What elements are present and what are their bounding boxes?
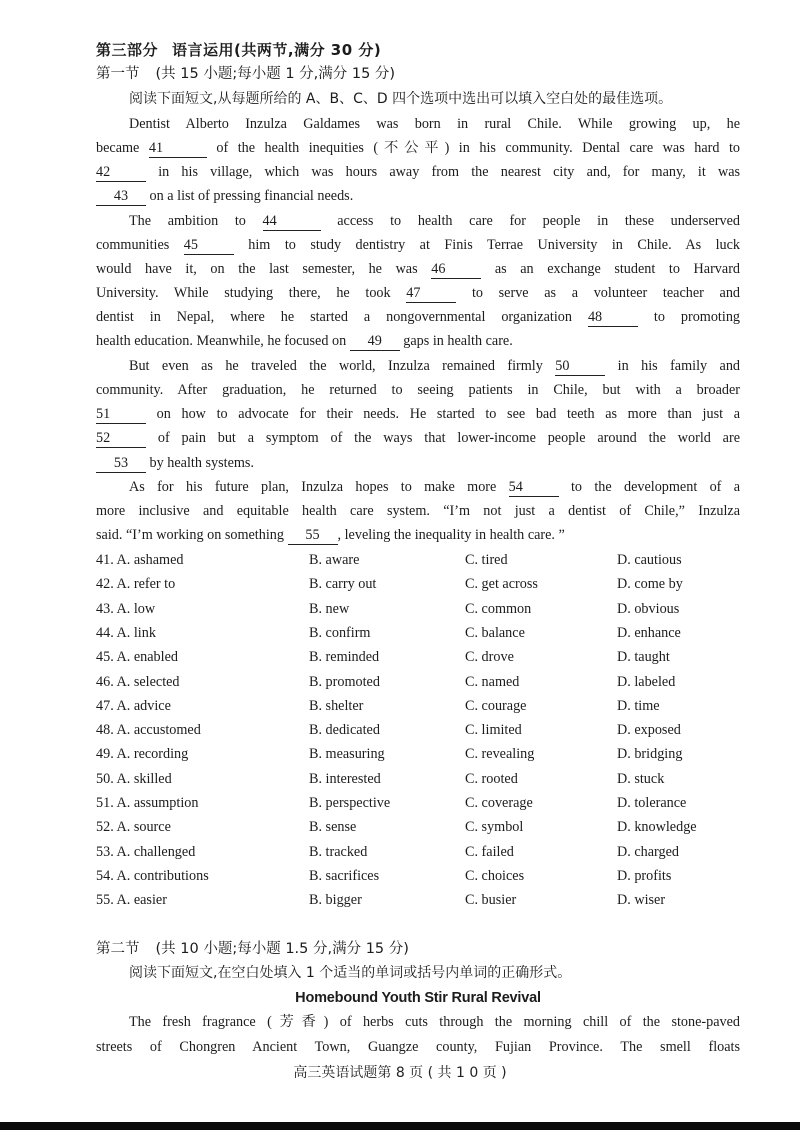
blank-54[interactable]: 54 — [509, 479, 559, 497]
passage-line: would have it, on the last semester, he was 46 as an exchange student to Harvard — [96, 261, 741, 277]
option-c[interactable]: C. named — [465, 673, 520, 690]
section1-instruction: 阅读下面短文,从每题所给的 A、B、C、D 四个选项中选出可以填入空白处的最佳选项。 — [129, 91, 673, 107]
option-b[interactable]: B. confirm — [309, 624, 371, 641]
passage-line: said. “I’m working on something 55 , leveling the inequality in health care. ” — [96, 527, 565, 543]
option-d[interactable]: D. exposed — [617, 722, 681, 739]
question-55 — [96, 890, 776, 912]
section2-title: 第二节 — [96, 941, 140, 957]
passage-line: became 41 of the health inequities (不公平) in his community. Dental care was hard to — [96, 140, 740, 156]
option-d[interactable]: D. stuck — [617, 770, 665, 787]
blank-42[interactable]: 42 — [96, 164, 146, 182]
option-b[interactable]: B. bigger — [309, 892, 362, 909]
passage-line: streets of Chongren Ancient Town, Guangze county, Fujian Province. The smell floats — [96, 1039, 740, 1055]
option-a[interactable]: 43. A. low — [96, 600, 156, 617]
blank-41[interactable]: 41 — [149, 140, 207, 158]
question-41 — [96, 550, 776, 572]
question-53 — [96, 842, 776, 864]
option-d[interactable]: D. knowledge — [617, 819, 697, 836]
option-c[interactable]: C. busier — [465, 892, 517, 909]
option-a[interactable]: 49. A. recording — [96, 746, 189, 763]
option-b[interactable]: B. tracked — [309, 843, 368, 860]
passage-title: Homebound Youth Stir Rural Revival — [295, 990, 541, 1006]
passage-line: community. After graduation, he returned to seeing patients in Chile, but with a broader — [96, 382, 740, 398]
option-a[interactable]: 41. A. ashamed — [96, 552, 184, 568]
part-subtitle: 语言运用(共两节,满分 30 分) — [172, 41, 382, 59]
blank-47[interactable]: 47 — [406, 285, 456, 303]
question-42 — [96, 574, 776, 596]
passage-line: dentist in Nepal, where he started a nongovernmental organization 48 to promoting — [96, 309, 741, 325]
option-a[interactable]: 46. A. selected — [96, 673, 180, 690]
option-d[interactable]: D. charged — [617, 843, 679, 860]
section1-title: 第一节 — [96, 66, 140, 82]
blank-51[interactable]: 51 — [96, 406, 146, 424]
option-c[interactable]: C. coverage — [465, 795, 533, 811]
option-a[interactable]: 48. A. accustomed — [96, 722, 201, 739]
part-title: 第三部分 — [96, 41, 159, 59]
option-b[interactable]: B. sense — [309, 819, 357, 836]
passage-line: But even as he traveled the world, Inzulza remained firmly 50 in his family and — [129, 358, 741, 374]
option-c[interactable]: C. courage — [465, 697, 527, 714]
option-a[interactable]: 55. A. easier — [96, 892, 167, 909]
option-d[interactable]: D. profits — [617, 867, 672, 884]
option-c[interactable]: C. common — [465, 600, 532, 617]
option-b[interactable]: B. aware — [309, 552, 360, 568]
option-a[interactable]: 47. A. advice — [96, 697, 171, 714]
option-d[interactable]: D. taught — [617, 649, 670, 666]
passage-line: health education. Meanwhile, he focused on 49 gaps in health care. — [96, 333, 513, 349]
option-b[interactable]: B. measuring — [309, 746, 385, 763]
option-b[interactable]: B. promoted — [309, 673, 380, 690]
option-d[interactable]: D. enhance — [617, 624, 681, 641]
option-d[interactable]: D. cautious — [617, 552, 682, 568]
option-b[interactable]: B. dedicated — [309, 722, 380, 739]
part-heading — [96, 40, 740, 60]
question-45 — [96, 647, 776, 669]
passage-line: communities 45 him to study dentistry at Finis Terrae University in Chile. As luck — [96, 237, 741, 253]
question-50 — [96, 769, 776, 791]
blank-55[interactable]: 55 — [288, 527, 338, 545]
section1-heading — [96, 64, 740, 84]
option-b[interactable]: B. perspective — [309, 795, 391, 811]
option-c[interactable]: C. limited — [465, 722, 522, 739]
option-c[interactable]: C. tired — [465, 552, 508, 568]
option-b[interactable]: B. reminded — [309, 649, 380, 666]
blank-50[interactable]: 50 — [555, 358, 605, 376]
option-d[interactable]: D. come by — [617, 576, 683, 593]
option-d[interactable]: D. wiser — [617, 892, 666, 909]
option-c[interactable]: C. rooted — [465, 770, 518, 787]
option-a[interactable]: 44. A. link — [96, 624, 156, 641]
option-a[interactable]: 42. A. refer to — [96, 576, 176, 593]
passage-line: University. While studying there, he took 47 to serve as a volunteer teacher and — [96, 285, 741, 301]
option-c[interactable]: C. choices — [465, 867, 525, 884]
option-c[interactable]: C. symbol — [465, 819, 524, 836]
blank-52[interactable]: 52 — [96, 430, 146, 448]
question-54 — [96, 866, 776, 888]
section2-info: (共 10 小题;每小题 1.5 分,满分 15 分) — [155, 941, 409, 957]
passage-line: 42 in his village, which was hours away from the nearest city and, for many, it was — [96, 164, 741, 180]
passage-line: The fresh fragrance (芳香) of herbs cuts through the morning chill of the stone-paved — [129, 1014, 740, 1030]
option-c[interactable]: C. revealing — [465, 746, 535, 763]
question-46 — [96, 672, 776, 694]
section2-instruction: 阅读下面短文,在空白处填入 1 个适当的单词或括号内单词的正确形式。 — [129, 965, 572, 981]
blank-44[interactable]: 44 — [263, 213, 321, 231]
passage-line: 53 by health systems. — [96, 453, 740, 473]
question-47 — [96, 696, 776, 718]
option-b[interactable]: B. interested — [309, 770, 381, 787]
blank-45[interactable]: 45 — [184, 237, 234, 255]
passage-line: 52 of pain but a symptom of the ways that lower-income people around the world are — [96, 430, 741, 446]
option-b[interactable]: B. carry out — [309, 576, 377, 593]
question-43 — [96, 599, 776, 621]
question-49 — [96, 744, 776, 766]
option-a[interactable]: 52. A. source — [96, 819, 171, 836]
option-c[interactable]: C. drove — [465, 649, 514, 666]
section2-heading — [96, 939, 740, 959]
passage-line: As for his future plan, Inzulza hopes to make more 54 to the development of a — [129, 479, 741, 495]
option-d[interactable]: D. tolerance — [617, 795, 687, 811]
option-d[interactable]: D. labeled — [617, 673, 676, 690]
question-44 — [96, 623, 776, 645]
passage-line: 43 on a list of pressing financial needs. — [96, 186, 740, 206]
option-a[interactable]: 50. A. skilled — [96, 770, 172, 787]
option-c[interactable]: C. balance — [465, 624, 525, 641]
question-51 — [96, 793, 776, 815]
question-48 — [96, 720, 776, 742]
passage-line: more inclusive and equitable health care system. “I’m not just a dentist of Chile,” Inzulza — [96, 503, 740, 519]
option-d[interactable]: D. bridging — [617, 746, 683, 763]
option-a[interactable]: 51. A. assumption — [96, 795, 199, 811]
option-a[interactable]: 54. A. contributions — [96, 867, 209, 884]
option-a[interactable]: 45. A. enabled — [96, 649, 178, 666]
blank-49[interactable]: 49 — [350, 333, 400, 351]
page-footer: 高三英语试题第 8 页 ( 共 1 0 页 ) — [293, 1065, 507, 1081]
option-c[interactable]: C. failed — [465, 843, 514, 860]
passage-line: The ambition to 44 access to health care for people in these underserved — [129, 213, 740, 229]
option-b[interactable]: B. sacrifices — [309, 867, 380, 884]
section1-info: (共 15 小题;每小题 1 分,满分 15 分) — [155, 66, 396, 82]
passage-line: Dentist Alberto Inzulza Galdames was born in rural Chile. While growing up, he — [129, 116, 740, 132]
option-b[interactable]: B. new — [309, 600, 350, 617]
option-b[interactable]: B. shelter — [309, 697, 364, 714]
passage-line: 51 on how to advocate for their needs. He started to see bad teeth as more than just a — [96, 406, 740, 422]
blank-46[interactable]: 46 — [431, 261, 481, 279]
blank-48[interactable]: 48 — [588, 309, 638, 327]
blank-43[interactable]: 43 — [96, 188, 146, 206]
option-d[interactable]: D. time — [617, 697, 660, 714]
option-a[interactable]: 53. A. challenged — [96, 843, 196, 860]
question-52 — [96, 817, 776, 839]
option-d[interactable]: D. obvious — [617, 600, 680, 617]
bottom-border — [0, 1122, 800, 1130]
option-c[interactable]: C. get across — [465, 576, 538, 593]
blank-53[interactable]: 53 — [96, 455, 146, 473]
